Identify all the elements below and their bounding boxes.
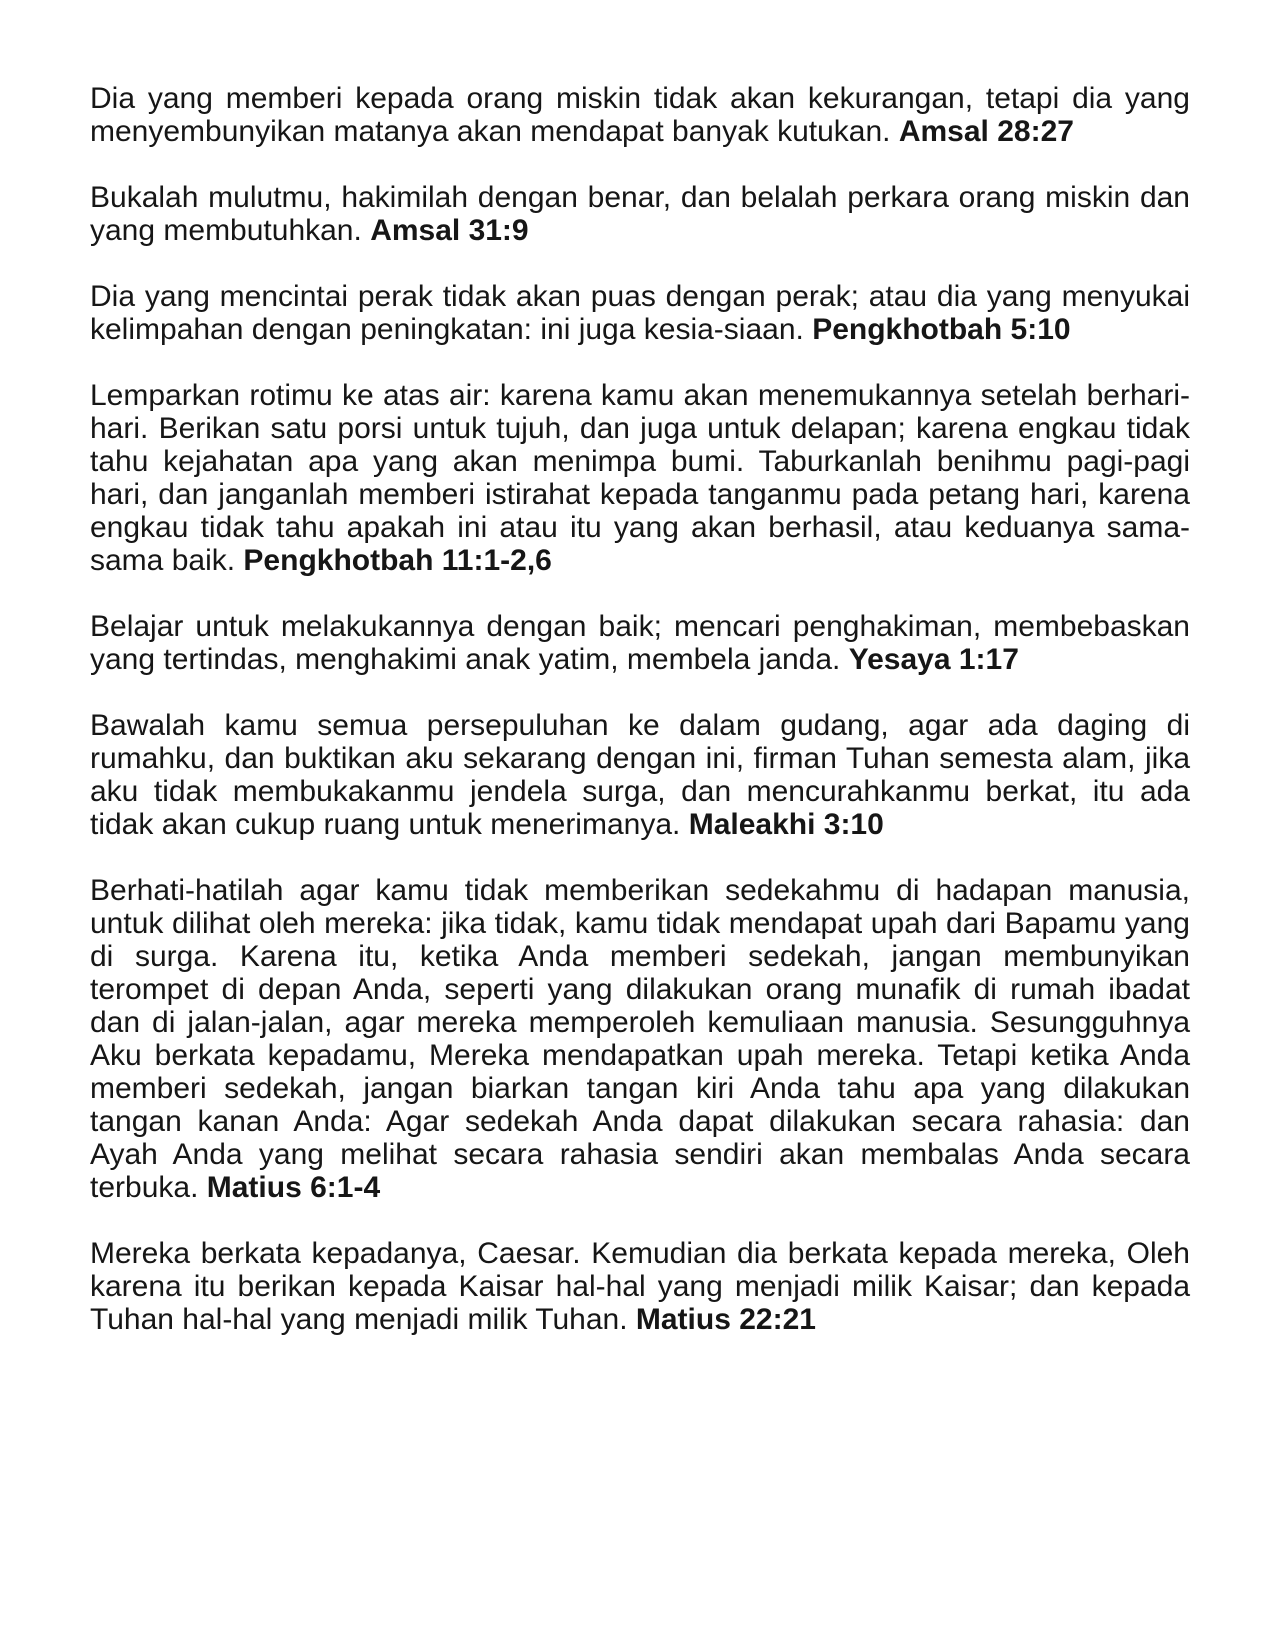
document-page: [90, 82, 1190, 1369]
verse-paragraph: [90, 709, 1190, 841]
verse-reference: Pengkhotbah 11:1-2,6: [243, 544, 552, 577]
verse-paragraph: [90, 1237, 1190, 1336]
verse-reference: Matius 22:21: [635, 1303, 816, 1336]
verse-reference: Pengkhotbah 5:10: [812, 313, 1071, 346]
verse-reference: Amsal 31:9: [370, 214, 529, 247]
verse-text: Berhati-hatilah agar kamu tidak memberikan sedekahmu di hadapan manusia, untuk dilihat oleh mereka: jika tidak, kamu tidak mendapat upah dari Bapamu yang di surga. Karena itu, ketika Anda memberi sedekah, jangan membunyikan terompet di depan Anda, seperti yang dilakukan orang munafik di rumah ibadat dan di jalan-jalan, agar mereka memperoleh kemuliaan manusia. Sesungguhnya Aku berkata kepadamu, Mereka mendapatkan upah mereka. Tetapi ketika Anda memberi sedekah, jangan biarkan tangan kiri Anda tahu apa yang dilakukan tangan kanan Anda: Agar sedekah Anda dapat dilakukan secara rahasia: dan Ayah Anda yang melihat secara rahasia sendiri akan membalas Anda secara terbuka.: [90, 874, 1190, 1204]
verse-reference: Matius 6:1-4: [206, 1171, 381, 1204]
verse-reference: Maleakhi 3:10: [688, 808, 884, 841]
verse-text: Lemparkan rotimu ke atas air: karena kamu akan menemukannya setelah berhari-hari. Berikan satu porsi untuk tujuh, dan juga untuk delapan; karena engkau tidak tahu kejahatan apa yang akan menimpa bumi. Taburkanlah benihmu pagi-pagi hari, dan janganlah memberi istirahat kepada tanganmu pada petang hari, karena engkau tidak tahu apakah ini atau itu yang akan berhasil, atau keduanya sama-sama baik.: [90, 379, 1190, 577]
verse-text: Dia yang memberi kepada orang miskin tidak akan kekurangan, tetapi dia yang menyembunyikan matanya akan mendapat banyak kutukan.: [90, 82, 1190, 148]
verse-paragraph: [90, 610, 1190, 676]
verse-paragraph: [90, 874, 1190, 1204]
verse-paragraph: [90, 379, 1190, 577]
verse-reference: Yesaya 1:17: [848, 643, 1019, 676]
verse-text: Dia yang mencintai perak tidak akan puas dengan perak; atau dia yang menyukai kelimpahan dengan peningkatan: ini juga kesia-siaan.: [90, 280, 1190, 346]
verse-paragraph: [90, 280, 1190, 346]
verse-text: Mereka berkata kepadanya, Caesar. Kemudian dia berkata kepada mereka, Oleh karena itu berikan kepada Kaisar hal-hal yang menjadi milik Kaisar; dan kepada Tuhan hal-hal yang menjadi milik Tuhan.: [90, 1237, 1190, 1336]
verse-text: Bawalah kamu semua persepuluhan ke dalam gudang, agar ada daging di rumahku, dan buktikan aku sekarang dengan ini, firman Tuhan semesta alam, jika aku tidak membukakanmu jendela surga, dan mencurahkanmu berkat, itu ada tidak akan cukup ruang untuk menerimanya.: [90, 709, 1190, 841]
verse-paragraph: [90, 181, 1190, 247]
verse-text: Belajar untuk melakukannya dengan baik; mencari penghakiman, membebaskan yang tertindas, menghakimi anak yatim, membela janda.: [90, 610, 1190, 676]
verse-paragraph: [90, 82, 1190, 148]
verse-reference: Amsal 28:27: [898, 115, 1074, 148]
verse-text: Bukalah mulutmu, hakimilah dengan benar, dan belalah perkara orang miskin dan yang membutuhkan.: [90, 181, 1190, 247]
